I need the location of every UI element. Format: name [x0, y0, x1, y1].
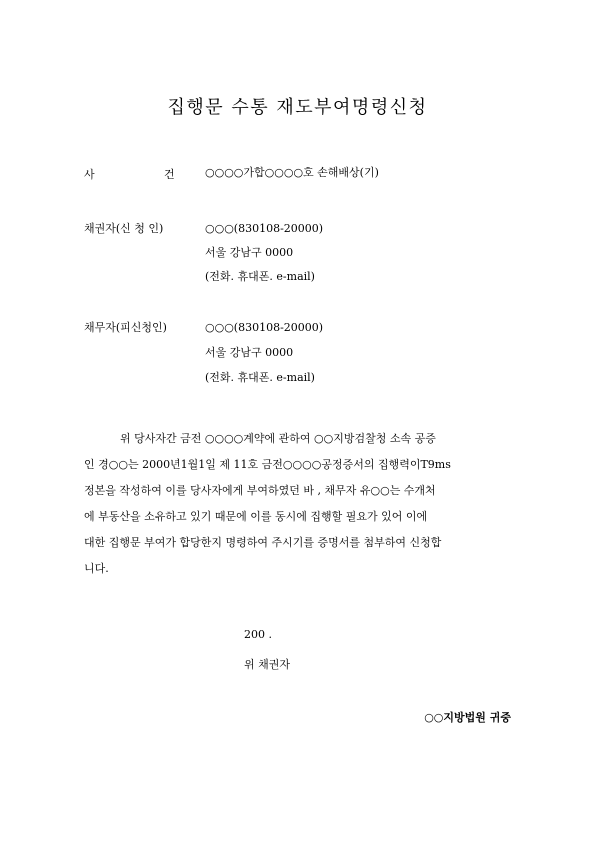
debtor-address: 서울 강남구 0000: [205, 346, 294, 359]
debtor-name-id: ○○○(830108-20000): [205, 321, 324, 334]
body-line: 위 당사자간 금전 ○○○○계약에 관하여 ○○지방검찰청 소속 공증: [120, 432, 436, 445]
debtor-label: 채무자(피신청인): [84, 321, 167, 334]
body-line: 정본을 작성하여 이를 당사자에게 부여하였던 바 , 채무자 유○○는 수개처: [84, 484, 436, 497]
case-label-part-2: 건: [164, 168, 175, 181]
creditor-name-id: ○○○(830108-20000): [205, 222, 324, 235]
creditor-contact: (전화. 휴대폰. e-mail): [205, 270, 315, 283]
creditor-address: 서울 강남구 0000: [205, 246, 294, 259]
document-title: 집행문 수통 재도부여명령신청: [167, 97, 428, 118]
signature-line: 위 채권자: [244, 658, 291, 671]
case-label-part-1: 사: [84, 168, 95, 181]
body-line: 니다.: [84, 562, 109, 575]
body-line: 인 경○○는 2000년1월1일 제 11호 금전○○○○공정증서의 집행력이T9ms: [84, 458, 451, 471]
body-line: 에 부동산을 소유하고 있기 때문에 이를 동시에 집행할 필요가 있어 이에: [84, 510, 428, 523]
filing-date: 200 .: [244, 628, 272, 641]
debtor-contact: (전화. 휴대폰. e-mail): [205, 371, 315, 384]
creditor-label: 채권자(신 청 인): [84, 222, 164, 235]
case-number: ○○○○가합○○○○호 손해배상(기): [205, 166, 379, 179]
body-line: 대한 집행문 부여가 합당한지 명령하여 주시기를 증명서를 첨부하여 신청합: [84, 536, 442, 549]
application-body: [84, 426, 514, 582]
court-addressee: ○○지방법원 귀중: [424, 711, 511, 724]
